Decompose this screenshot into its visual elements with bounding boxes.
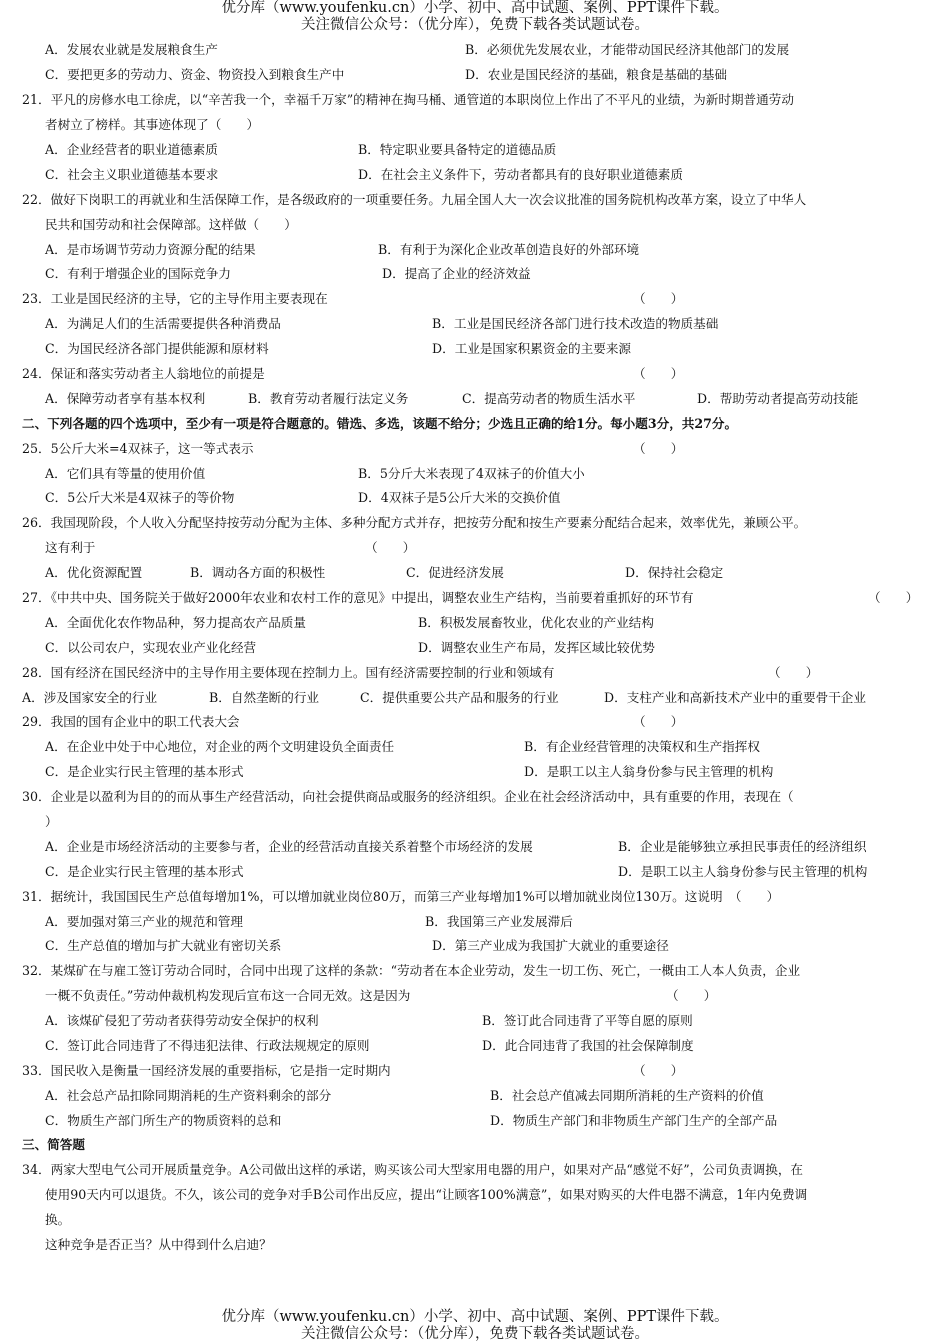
question-text: 这种竞争是否正当？从中得到什么启迪？ (45, 1237, 272, 1252)
option-line: D．农业是国民经济的基础，粮食是基础的基础 (465, 67, 727, 82)
answer-blank: （ ） (633, 291, 684, 306)
question-text: 这有利于 (45, 540, 96, 555)
option-line: A．要加强对第三产业的规范和管理 (45, 914, 244, 929)
question-text: 29．我国的国有企业中的职工代表大会 (22, 714, 240, 729)
question-text: 26．我国现阶段，个人收入分配坚持按劳动分配为主体、多种分配方式并存，把按劳分配和按生产要素分配结合起来，效率优先，兼顾公平。 (22, 515, 807, 530)
option-line: D．支柱产业和高新技术产业中的重要骨干企业 (604, 690, 866, 705)
option-line: D．第三产业成为我国扩大就业的重要途径 (432, 938, 669, 953)
question-text: 27．《中共中央、国务院关于做好2000年农业和农村工作的意见》中提出，调整农业生产结构，当前要着重抓好的环节有 (22, 590, 694, 605)
option-line: C．提供重要公共产品和服务的行业 (360, 690, 559, 705)
option-line: A．社会总产品扣除同期消耗的生产资料剩余的部分 (45, 1088, 332, 1103)
page-footer-line-2: 关注微信公众号：（优分库），免费下载各类试题试卷。 (301, 1326, 649, 1342)
question-text: 30．企业是以盈利为目的的而从事生产经营活动，向社会提供商品或服务的经济组织。企业在社会经济活动中，具有重要的作用，表现在（ (22, 789, 794, 804)
option-line: C．有利于增强企业的国际竞争力 (45, 266, 231, 281)
answer-blank: （ ） (868, 590, 919, 605)
option-line: C．生产总值的增加与扩大就业有密切关系 (45, 938, 282, 953)
question-text: 33．国民收入是衡量一国经济发展的重要指标，它是指一定时期内 (22, 1063, 391, 1078)
option-line: C．为国民经济各部门提供能源和原材料 (45, 341, 269, 356)
option-line: C．提高劳动者的物质生活水平 (462, 391, 636, 406)
question-text: 25．5公斤大米=4双袜子，这一等式表示 (22, 441, 254, 456)
answer-blank: （ ） (633, 441, 684, 456)
question-text: 31．据统计，我国国民生产总值每增加1%，可以增加就业岗位80万，而第三产业每增加1%可以增加就业岗位130万。这说明 （ ） (22, 889, 780, 904)
question-text: 者树立了榜样。其事迹体现了（ ） (45, 117, 260, 132)
question-text: ） (45, 814, 58, 829)
option-line: B．5分斤大米表现了4双袜子的价值大小 (358, 466, 585, 481)
option-line: A．企业经营者的职业道德素质 (45, 142, 218, 157)
option-line: D．物质生产部门和非物质生产部门生产的全部产品 (490, 1113, 778, 1128)
option-line: A．涉及国家安全的行业 (22, 690, 158, 705)
question-text: 32．某煤矿在与雇工签订劳动合同时，合同中出现了这样的条款：“劳动者在本企业劳动，发生一切工伤、死亡，一概由工人本人负责，企业 (22, 963, 801, 978)
option-line: B．有利于为深化企业改革创造良好的外部环境 (378, 242, 640, 257)
answer-blank: （ ） (633, 1063, 684, 1078)
section-heading: 三、简答题 (22, 1137, 85, 1152)
option-line: D．保持社会稳定 (625, 565, 724, 580)
option-line: B．工业是国民经济各部门进行技术改造的物质基础 (432, 316, 719, 331)
option-line: D．调整农业生产布局，发挥区域比较优势 (418, 640, 655, 655)
question-text: 使用90天内可以退货。不久，该公司的竞争对手B公司作出反应，提出“让顾客100%满意”，如果对购买的大件电器不满意，1年内免费调 (45, 1187, 808, 1202)
question-text: 34．两家大型电气公司开展质量竞争。A公司做出这样的承诺，购买该公司大型家用电器的用户，如果对产品“感觉不好”，公司负责调换，在 (22, 1162, 804, 1177)
option-line: D．工业是国家积累资金的主要来源 (432, 341, 632, 356)
option-line: C．是企业实行民主管理的基本形式 (45, 864, 244, 879)
option-line: C．是企业实行民主管理的基本形式 (45, 764, 244, 779)
page-header-line-1: 优分库（www.youfenku.cn）小学、初中、高中试题、案例、PPT课件下载。 (221, 0, 729, 16)
question-text: 22．做好下岗职工的再就业和生活保障工作，是各级政府的一项重要任务。九届全国人大一次会议批准的国务院机构改革方案，设立了中华人 (22, 192, 807, 207)
option-line: B．我国第三产业发展滞后 (425, 914, 573, 929)
option-line: B．必须优先发展农业，才能带动国民经济其他部门的发展 (465, 42, 790, 57)
option-line: A．企业是市场经济活动的主要参与者，企业的经营活动直接关系着整个市场经济的发展 (45, 839, 533, 854)
option-line: D．在社会主义条件下，劳动者都具有的良好职业道德素质 (358, 167, 683, 182)
question-text: 21．平凡的房修水电工徐虎，以“辛苦我一个，幸福千万家”的精神在掏马桶、通管道的本职岗位上作出了不平凡的业绩，为新时期普通劳动 (22, 92, 794, 107)
option-line: A．发展农业就是发展粮食生产 (45, 42, 218, 57)
page-footer-line-1: 优分库（www.youfenku.cn）小学、初中、高中试题、案例、PPT课件下载。 (221, 1309, 729, 1325)
answer-blank: （ ） (768, 665, 819, 680)
question-text: 28．国有经济在国民经济中的主导作用主要体现在控制力上。国有经济需要控制的行业和领域有 (22, 665, 555, 680)
option-line: A．优化资源配置 (45, 565, 143, 580)
option-line: A．该煤矿侵犯了劳动者获得劳动安全保护的权利 (45, 1013, 319, 1028)
option-line: D．是职工以主人翁身份参与民主管理的机构 (618, 864, 868, 879)
option-line: C．5公斤大米是4双袜子的等价物 (45, 490, 235, 505)
question-text: 民共和国劳动和社会保障部。这样做（ ） (45, 217, 297, 232)
option-line: D．帮助劳动者提高劳动技能 (697, 391, 859, 406)
option-line: A．为满足人们的生活需要提供各种消费品 (45, 316, 281, 331)
answer-blank: （ ） (666, 988, 717, 1003)
answer-blank: （ ） (633, 366, 684, 381)
section-heading: 二、下列各题的四个选项中，至少有一项是符合题意的。错选、多选，该题不给分；少选且正确的给1分。每小题3分，共27分。 (22, 416, 738, 431)
option-line: B．有企业经营管理的决策权和生产指挥权 (524, 739, 760, 754)
option-line: C．签订此合同违背了不得违犯法律、行政法规规定的原则 (45, 1038, 370, 1053)
option-line: A．是市场调节劳动力资源分配的结果 (45, 242, 256, 257)
option-line: B．特定职业要具备特定的道德品质 (358, 142, 557, 157)
option-line: A．保障劳动者享有基本权利 (45, 391, 206, 406)
option-line: B．社会总产值减去同期所消耗的生产资料的价值 (490, 1088, 764, 1103)
question-text: 24．保证和落实劳动者主人翁地位的前提是 (22, 366, 265, 381)
option-line: D．4双袜子是5公斤大米的交换价值 (358, 490, 561, 505)
answer-blank: （ ） (633, 714, 684, 729)
option-line: B．积极发展畜牧业，优化农业的产业结构 (418, 615, 654, 630)
option-line: A．全面优化农作物品种，努力提高农产品质量 (45, 615, 306, 630)
option-line: A．在企业中处于中心地位，对企业的两个文明建设负全面责任 (45, 739, 395, 754)
option-line: C．要把更多的劳动力、资金、物资投入到粮食生产中 (45, 67, 345, 82)
option-line: D．提高了企业的经济效益 (382, 266, 531, 281)
option-line: C．物质生产部门所生产的物质资料的总和 (45, 1113, 282, 1128)
question-text: 换。 (45, 1212, 71, 1227)
option-line: B．自然垄断的行业 (209, 690, 320, 705)
question-text: 23．工业是国民经济的主导，它的主导作用主要表现在 (22, 291, 328, 306)
option-line: B．教育劳动者履行法定义务 (248, 391, 409, 406)
option-line: C．以公司农户，实现农业产业化经营 (45, 640, 257, 655)
option-line: A．它们具有等量的使用价值 (45, 466, 206, 481)
option-line: B．签订此合同违背了平等自愿的原则 (482, 1013, 693, 1028)
answer-blank: （ ） (365, 540, 416, 555)
page-header-line-2: 关注微信公众号：（优分库），免费下载各类试题试卷。 (301, 17, 649, 33)
option-line: D．此合同违背了我国的社会保障制度 (482, 1038, 694, 1053)
option-line: B．调动各方面的积极性 (190, 565, 326, 580)
option-line: D．是职工以主人翁身份参与民主管理的机构 (524, 764, 774, 779)
question-text: 一概不负责任。”劳动仲裁机构发现后宣布这一合同无效。这是因为 (45, 988, 411, 1003)
option-line: C．促进经济发展 (406, 565, 504, 580)
option-line: C．社会主义职业道德基本要求 (45, 167, 219, 182)
option-line: B．企业是能够独立承担民事责任的经济组织 (618, 839, 867, 854)
